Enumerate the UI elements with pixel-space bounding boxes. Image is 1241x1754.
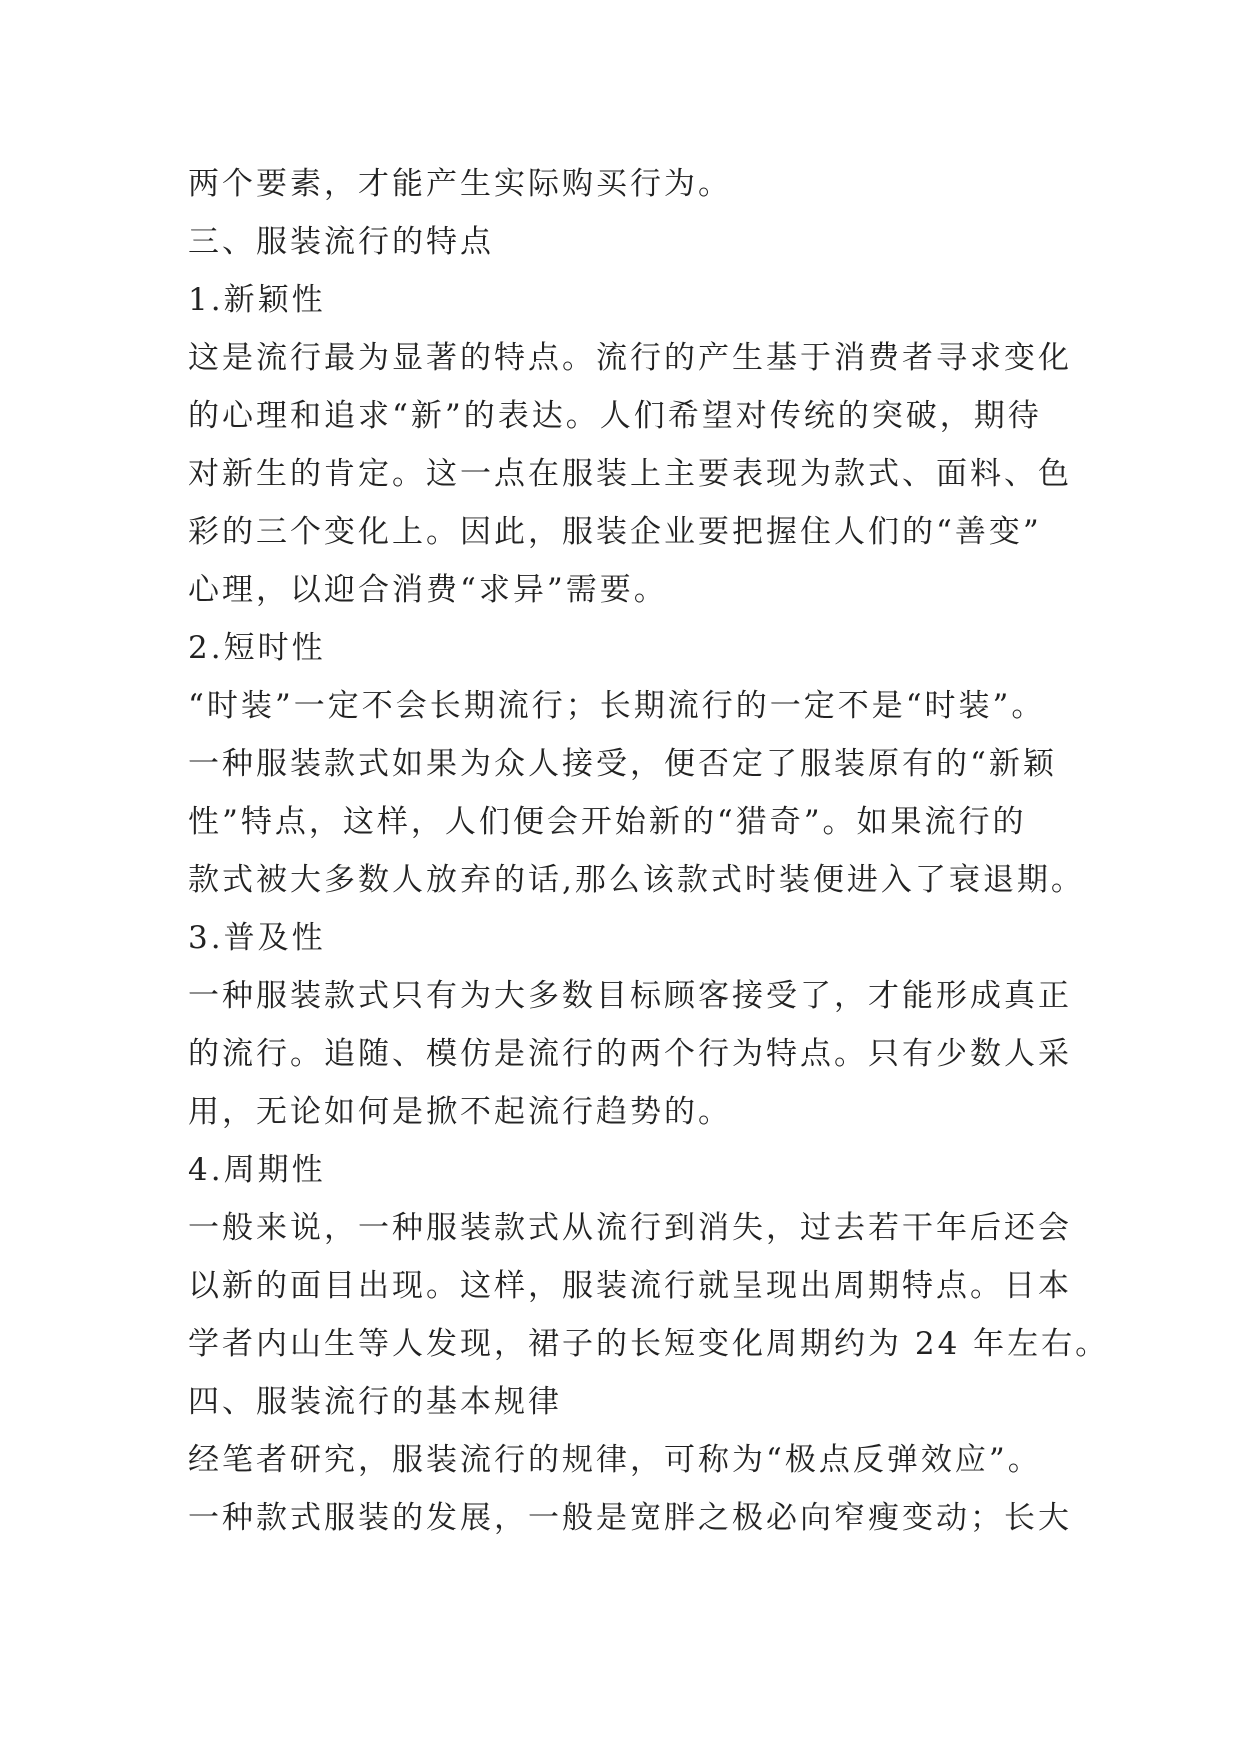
text-line: 彩的三个变化上。因此，服装企业要把握住人们的“善变” — [188, 514, 1042, 550]
text-line: “时装”一定不会长期流行；长期流行的一定不是“时装”。 — [188, 688, 1046, 724]
subsection-heading: 3.普及性 — [188, 920, 326, 956]
subsection-heading: 2.短时性 — [188, 630, 326, 666]
text-line: 一种服装款式如果为众人接受，便否定了服装原有的“新颖 — [188, 746, 1057, 782]
section-heading: 三、服装流行的特点 — [188, 224, 494, 260]
text-line: 心理，以迎合消费“求异”需要。 — [188, 572, 668, 608]
text-line: 学者内山生等人发现，裙子的长短变化周期约为 24 年左右。 — [188, 1326, 1110, 1362]
text-line: 以新的面目出现。这样，服装流行就呈现出周期特点。日本 — [188, 1268, 1072, 1304]
text-line: 性”特点，这样，人们便会开始新的“猎奇”。如果流行的 — [188, 804, 1027, 840]
text-line: 一种服装款式只有为大多数目标顾客接受了，才能形成真正 — [188, 978, 1072, 1014]
document-body — [188, 155, 1110, 1547]
text-line: 这是流行最为显著的特点。流行的产生基于消费者寻求变化 — [188, 340, 1072, 376]
text-line: 一种款式服装的发展，一般是宽胖之极必向窄瘦变动；长大 — [188, 1500, 1072, 1536]
text-line: 对新生的肯定。这一点在服装上主要表现为款式、面料、色 — [188, 456, 1072, 492]
text-line: 款式被大多数人放弃的话,那么该款式时装便进入了衰退期。 — [188, 862, 1085, 898]
text-line: 两个要素，才能产生实际购买行为。 — [188, 166, 732, 202]
subsection-heading: 4.周期性 — [188, 1152, 326, 1188]
text-line: 用，无论如何是掀不起流行趋势的。 — [188, 1094, 732, 1130]
section-heading: 四、服装流行的基本规律 — [188, 1384, 562, 1420]
text-line: 一般来说，一种服装款式从流行到消失，过去若干年后还会 — [188, 1210, 1072, 1246]
subsection-heading: 1.新颖性 — [188, 282, 326, 318]
text-line: 的流行。追随、模仿是流行的两个行为特点。只有少数人采 — [188, 1036, 1072, 1072]
text-line: 经笔者研究，服装流行的规律，可称为“极点反弹效应”。 — [188, 1442, 1042, 1478]
text-line: 的心理和追求“新”的表达。人们希望对传统的突破，期待 — [188, 398, 1042, 434]
